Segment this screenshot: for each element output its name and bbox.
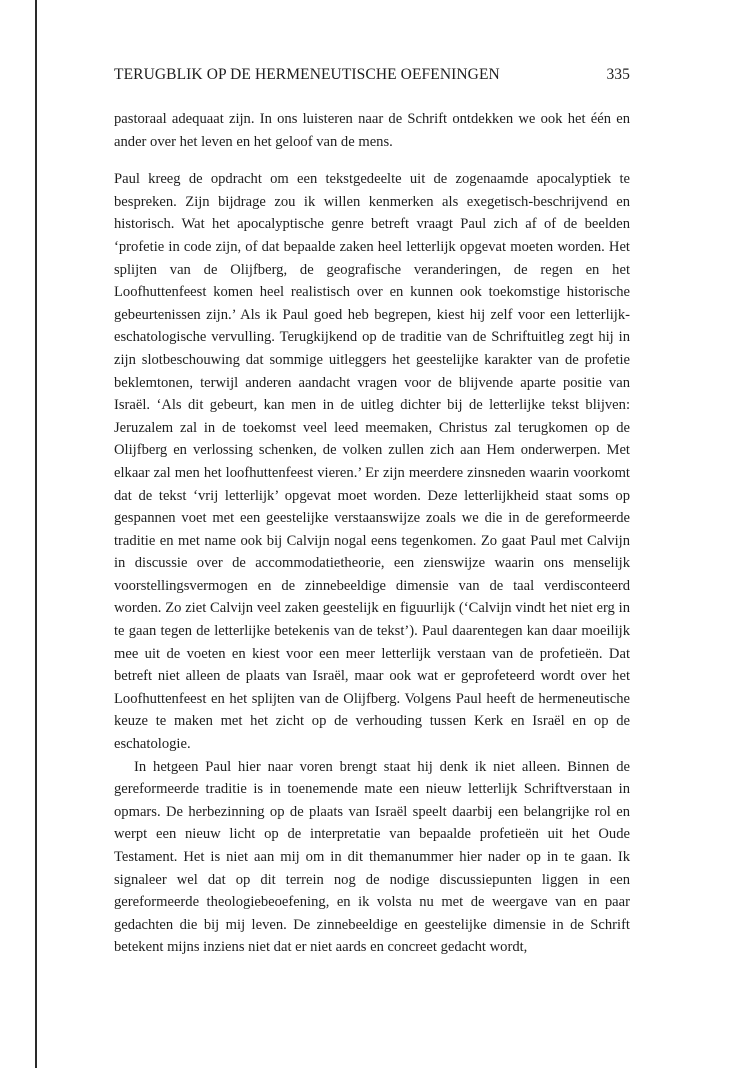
body-text — [114, 108, 630, 959]
running-title: TERUGBLIK OP DE HERMENEUTISCHE OEFENINGEN — [114, 66, 500, 83]
page-number: 335 — [606, 66, 630, 83]
paragraph-letterlijk-schriftverstaan: In hetgeen Paul hier naar voren brengt staat hij denk ik niet alleen. Binnen de gereformeerde traditie is in toenemende mate een nieuw letterlijk Schriftverstaan in opmars. De herbezinning op de plaats van Israël speelt daarbij een belangrijke rol en werpt een nieuw licht op de interpretatie van bepaalde profetieën uit het Oude Testament. Het is niet aan mij om in dit themanummer hier nader op in te gaan. Ik signaleer wel dat op dit terrein nog de nodige discussiepunten liggen in een gereformeerde theologiebeoefening, en ik volsta nu met de weergave van en paar gedachten die bij mij leven. De zinnebeeldige en geestelijke dimensie in de Schrift betekent mijns inziens niet dat er niet aards en concreet gedacht wordt, — [114, 758, 630, 956]
binding-edge-line — [35, 0, 37, 1068]
running-header — [114, 66, 630, 88]
paragraph-continuation: pastoraal adequaat zijn. In ons luisteren naar de Schrift ontdekken we ook het één en ander over het leven en het geloof van de mens. — [114, 111, 630, 150]
paragraph-paul-apocalyptiek: Paul kreeg de opdracht om een tekstgedeelte uit de zogenaamde apocalyptiek te bespreken. Zijn bijdrage zou ik willen kenmerken als exegetisch-beschrijvend en historisch. Wat het apocalyptische genre betreft vraagt Paul zich af of de beelden ‘profetie in code zijn, of dat bepaalde zaken heel letterlijk opgevat moeten worden. Het splijten van de Olijfberg, de geografische veranderingen, de regen en het Loofhuttenfeest komen heel realistisch over en kunnen ook toekomstige historische gebeurtenissen zijn.’ Als ik Paul goed heb begrepen, kiest hij zelf voor een letterlijk-eschatologische vervulling. Terugkijkend op de traditie van de Schriftuitleg zegt hij in zijn slotbeschouwing dat sommige uitleggers het geestelijke karakter van de profetie beklemtonen, terwijl anderen aandacht vragen voor de blijvende aparte positie van Israël. ‘Als dit gebeurt, kan men in de uitleg dichter bij de letterlijke tekst blijven: Jeruzalem zal in de toekomst veel leed meemaken, Christus zal terugkomen op de Olijfberg en verlossing schenken, de volken zullen zich aan Hem onderwerpen. Met elkaar zal men het loofhuttenfeest vieren.’ Er zijn meerdere zinsneden waarin voorkomt dat de tekst ‘vrij letterlijk’ opgevat moet worden. Deze letterlijkheid staat soms op gespannen voet met een geestelijke verstaanswijze zoals we die in de gereformeerde traditie en met name ook bij Calvijn nogal eens tegenkomen. Zo gaat Paul met Calvijn in discussie over de accommodatietheorie, een zienswijze waarin ons menselijk voorstellingsvermogen en de zinnebeeldige dimensie van de taal verdisconteerd worden. Zo ziet Calvijn veel zaken geestelijk en figuurlijk (‘Calvijn vindt het niet erg in te gaan tegen de letterlijke betekenis van de tekst’). Paul daarentegen kan daar moeilijk mee uit de voeten en kiest voor een meer letterlijk verstaan van de profetieën. Dat betreft niet alleen de plaats van Israël, maar ook wat er geprofeteerd wordt over het Loofhuttenfeest en het splijten van de Olijfberg. Volgens Paul heeft de hermeneutische keuze te maken met het zicht op de verhouding tussen Kerk en Israël en op de eschatologie. — [114, 171, 630, 753]
